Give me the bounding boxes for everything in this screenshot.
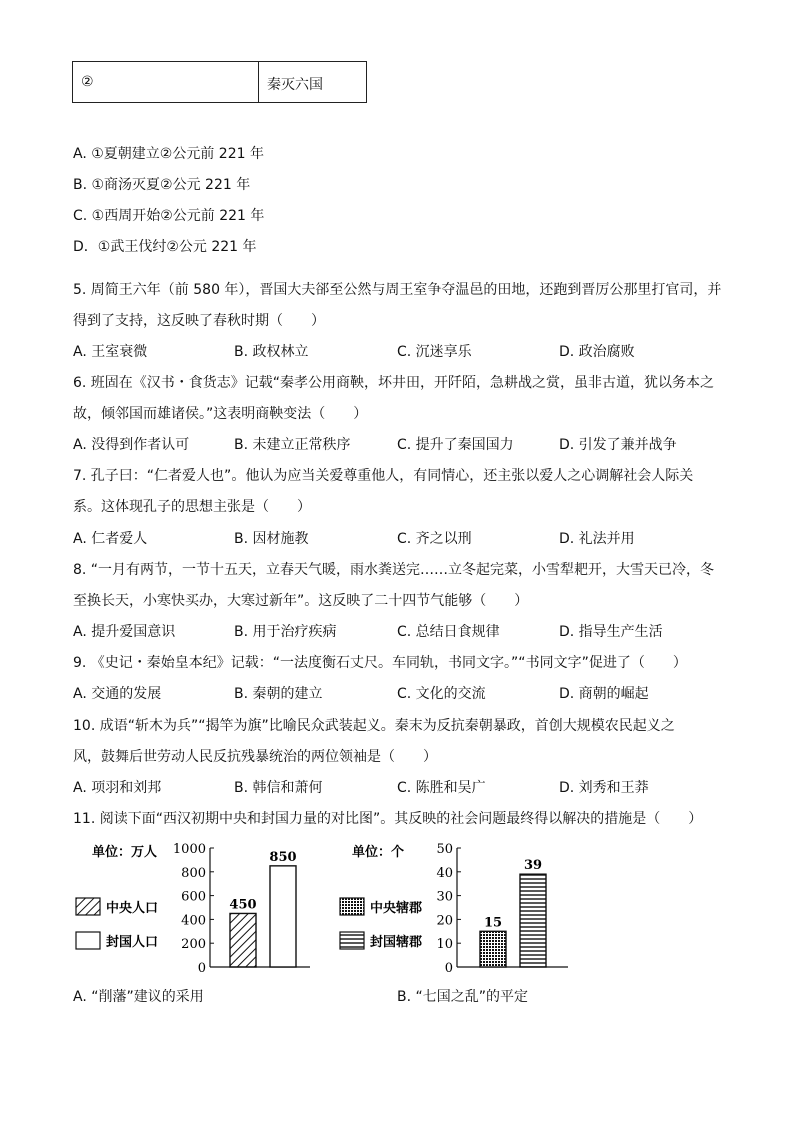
q10-stem-line1: 10. 成语“斩木为兵”“揭竿为旗”比喻民众武装起义。秦末为反抗秦朝暴政，首创大规模农民起义之 xyxy=(73,718,675,734)
chart1-data-label: 450 xyxy=(229,897,257,913)
chart1-ytick-label: 200 xyxy=(181,937,206,953)
chart1-bar-fief xyxy=(270,866,296,967)
chart1-legend-swatch-fief xyxy=(76,932,100,949)
q7-option-a: A. 仁者爱人 xyxy=(73,531,148,547)
chart1-unit-label: 单位：万人 xyxy=(92,845,158,860)
chart1-ytick-label: 400 xyxy=(181,913,206,929)
chart1-bar-central xyxy=(230,913,256,967)
chart1-legend-central: 中央人口 xyxy=(106,901,159,916)
q10-option-a: A. 项羽和刘邦 xyxy=(73,780,162,796)
q5-option-d: D. 政治腐败 xyxy=(559,344,635,360)
chart1-legend-swatch-central xyxy=(76,898,100,915)
q9-stem-line1: 9. 《史记・秦始皇本纪》记载：“一法度衡石丈尺。车同轨，书同文字。”“书同文字”促进了（ ） xyxy=(73,655,687,671)
q9-option-a: A. 交通的发展 xyxy=(73,686,162,702)
chart2-bar-central xyxy=(480,931,506,967)
q7-option-d: D. 礼法并用 xyxy=(559,531,635,547)
q11-option-a: A. “削藩”建议的采用 xyxy=(73,989,204,1005)
q4-option-d: D．①武王伐纣②公元 221 年 xyxy=(73,239,257,255)
q8-stem-line1: 8. “一月有两节，一节十五天，立春天气暖，雨水粪送完……立冬起完菜，小雪犁耙开，大雪天已冷，冬 xyxy=(73,562,715,578)
q5-stem-line1: 5. 周简王六年（前 580 年），晋国大夫郤至公然与周王室争夺温邑的田地，还跑到晋厉公那里打官司，并 xyxy=(73,282,722,298)
q8-stem-line2: 至换长天，小寒快买办，大寒过新年”。这反映了二十四节气能够（ ） xyxy=(73,593,529,609)
q10-stem-line2: 风，鼓舞后世劳动人民反抗残暴统治的两位领袖是（ ） xyxy=(73,749,437,765)
chart2-legend-swatch-fief xyxy=(340,932,364,949)
chart2-ytick-label: 30 xyxy=(436,889,453,905)
chart2-ytick-label: 50 xyxy=(436,842,453,857)
q8-option-c: C. 总结日食规律 xyxy=(397,624,500,640)
population-chart xyxy=(76,842,310,976)
q4-option-b: B. ①商汤灭夏②公元 221 年 xyxy=(73,177,251,193)
chart1-ytick-label: 600 xyxy=(181,889,206,905)
q6-option-b: B. 未建立正常秩序 xyxy=(234,437,351,453)
chart2-data-label: 39 xyxy=(523,858,543,874)
q6-stem-line2: 故，倾邻国而雄诸侯。”这表明商鞅变法（ ） xyxy=(73,406,368,422)
chart2-ytick-label: 20 xyxy=(436,913,453,929)
commandery-chart xyxy=(340,842,568,976)
q7-option-c: C. 齐之以刑 xyxy=(397,531,472,547)
chart1-ytick-label: 1000 xyxy=(172,842,206,857)
q6-option-d: D. 引发了兼并战争 xyxy=(559,437,677,453)
chart2-ytick-label: 10 xyxy=(436,937,453,953)
table-cell-left: ② xyxy=(73,62,259,102)
comparison-charts xyxy=(60,838,580,978)
q4-option-a: A. ①夏朝建立②公元前 221 年 xyxy=(73,146,264,162)
q6-option-c: C. 提升了秦国国力 xyxy=(397,437,514,453)
q7-stem-line1: 7. 孔子曰：“仁者爱人也”。他认为应当关爱尊重他人，有同情心，还主张以爱人之心调解社会人际关 xyxy=(73,468,694,484)
q8-option-b: B. 用于治疗疾病 xyxy=(234,624,337,640)
q6-option-a: A. 没得到作者认可 xyxy=(73,437,190,453)
chart1-data-label: 850 xyxy=(269,849,297,865)
table-cell-right: 秦灭六国 xyxy=(267,77,323,93)
q10-option-c: C. 陈胜和吴广 xyxy=(397,780,486,796)
q11-option-b: B. “七国之乱”的平定 xyxy=(397,989,529,1005)
q7-stem-line2: 系。这体现孔子的思想主张是（ ） xyxy=(73,499,311,515)
chart2-ytick-label: 40 xyxy=(436,865,453,881)
chart1-legend-fief: 封国人口 xyxy=(106,935,159,950)
q4-option-c: C. ①西周开始②公元前 221 年 xyxy=(73,208,265,224)
chart2-legend-swatch-central xyxy=(340,898,364,915)
q5-option-b: B. 政权林立 xyxy=(234,344,309,360)
q5-option-c: C. 沉迷享乐 xyxy=(397,344,472,360)
q6-stem-line1: 6. 班固在《汉书・食货志》记载“秦孝公用商鞅，坏井田，开阡陌，急耕战之赏，虽非古道，犹以务本之 xyxy=(73,375,715,391)
chart2-unit-label: 单位：个 xyxy=(352,845,405,860)
q10-option-d: D. 刘秀和王莽 xyxy=(559,780,649,796)
chart2-data-label: 15 xyxy=(483,915,503,931)
chart1-ytick-label: 800 xyxy=(181,865,206,881)
chart2-legend-central: 中央辖郡 xyxy=(370,901,423,916)
q7-option-b: B. 因材施教 xyxy=(234,531,309,547)
chart2-legend-fief: 封国辖郡 xyxy=(370,935,423,950)
chart2-ytick-label: 0 xyxy=(444,961,453,976)
q9-option-b: B. 秦朝的建立 xyxy=(234,686,323,702)
q10-option-b: B. 韩信和萧何 xyxy=(234,780,323,796)
q5-option-a: A. 王室衰微 xyxy=(73,344,148,360)
q5-stem-line2: 得到了支持，这反映了春秋时期（ ） xyxy=(73,313,325,329)
q9-option-c: C. 文化的交流 xyxy=(397,686,486,702)
q11-stem-line1: 11. 阅读下面“西汉初期中央和封国力量的对比图”。其反映的社会问题最终得以解决的措施是（ ） xyxy=(73,811,703,827)
answer-table xyxy=(72,61,367,103)
chart1-ytick-label: 0 xyxy=(197,961,206,976)
q8-option-a: A. 提升爱国意识 xyxy=(73,624,176,640)
q8-option-d: D. 指导生产生活 xyxy=(559,624,663,640)
q9-option-d: D. 商朝的崛起 xyxy=(559,686,649,702)
chart2-bar-fief xyxy=(520,874,546,967)
